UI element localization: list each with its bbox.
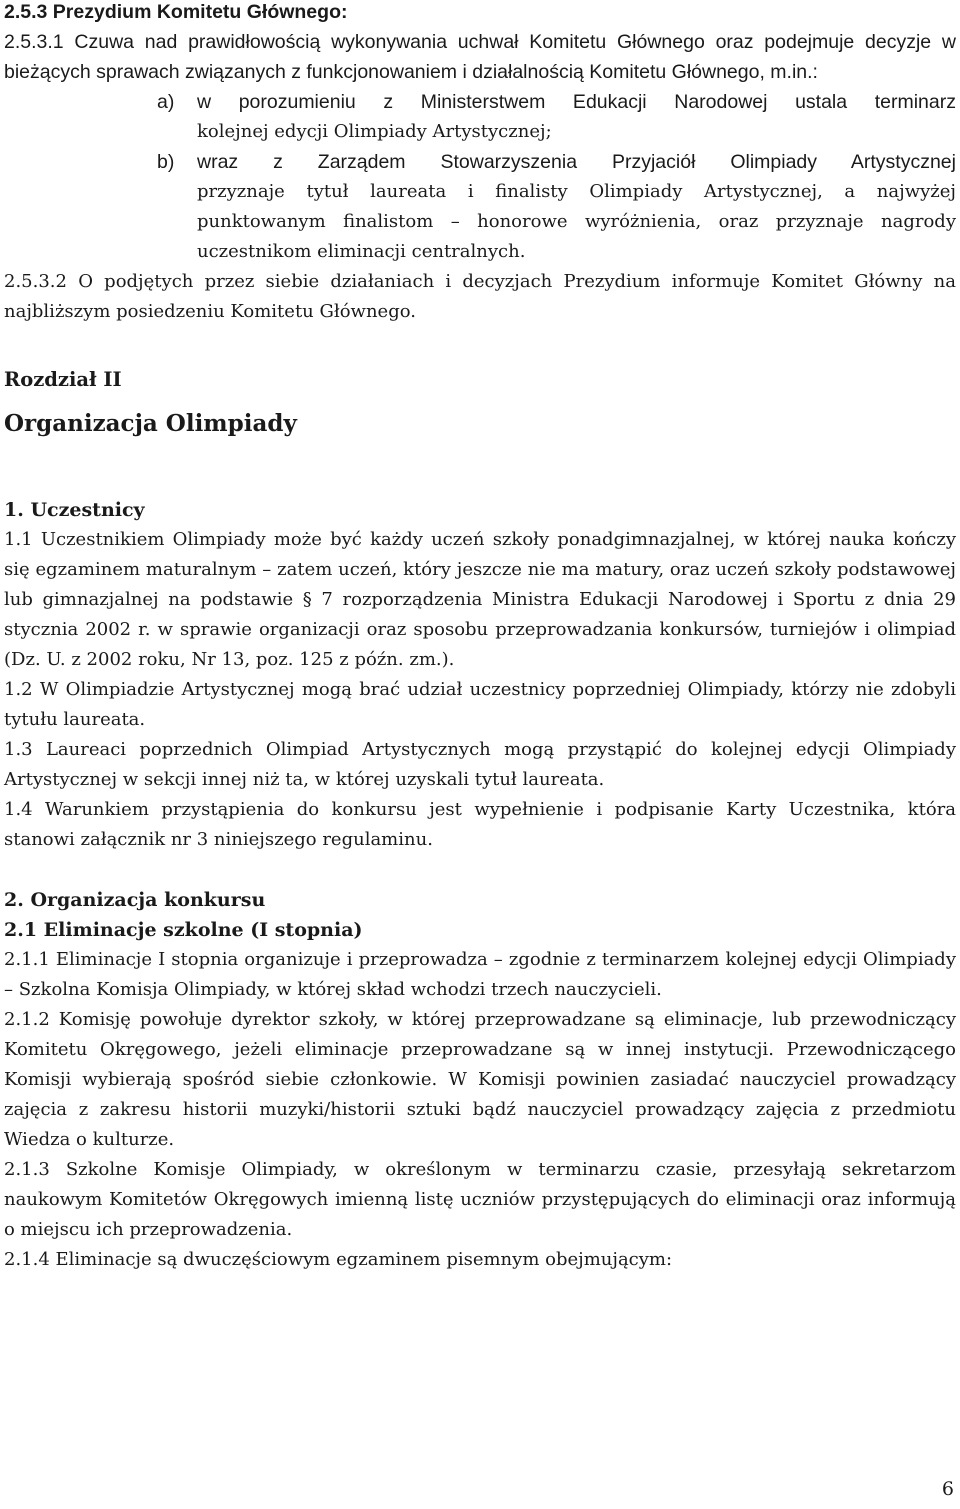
page-number: 6 — [941, 1478, 954, 1500]
list-text-b-line1: wraz z Zarządem Stowarzyszenia Przyjaciół Olimpiady Artystycznej — [197, 151, 956, 173]
paragraph-1-1: 1.1 Uczestnikiem Olimpiady może być każdy uczeń szkoły ponadgimnazjalnej, w której nauka kończy się egzaminem maturalnym – zatem uczeń, który jeszcze nie ma matury, oraz uczeń szkoły podstawowej lub gimnazjalnej na podstawie § 7 rozporządzenia Ministra Edukacji Narodowej i Sportu z dnia 29 stycznia 2002 r. w sprawie organizacji oraz sposobu przeprowadzania konkursów, turniejów i olimpiad (Dz. U. z 2002 roku, Nr 13, poz. 125 z późn. zm.). — [4, 529, 956, 670]
paragraph-2-5-3-1: 2.5.3.1 Czuwa nad prawidłowością wykonywania uchwał Komitetu Głównego oraz podejmuje decyzje w bieżących sprawach związanych z funkcjonowaniem i działalnością Komitetu Głównego, m.in.: — [4, 31, 956, 83]
paragraph-1-4: 1.4 Warunkiem przystąpienia do konkursu jest wypełnienie i podpisanie Karty Uczestnika, która stanowi załącznik nr 3 niniejszego regulaminu. — [4, 799, 956, 850]
section-heading-1: 1. Uczestnicy — [4, 499, 145, 521]
list-text-b — [197, 147, 956, 267]
section-heading-2-1: 2.1 Eliminacje szkolne (I stopnia) — [4, 919, 363, 941]
paragraph-2-1-3: 2.1.3 Szkolne Komisje Olimpiady, w określonym w terminarzu czasie, przesyłają sekretarzom naukowym Komitetów Okręgowych imienną listę uczniów przystępujących do eliminacji oraz informują o miejscu ich przeprowadzenia. — [4, 1159, 956, 1240]
list-text-a-line2: kolejnej edycji Olimpiady Artystycznej; — [197, 121, 552, 142]
list-label-b: b) — [157, 151, 175, 173]
paragraph-1-2: 1.2 W Olimpiadzie Artystycznej mogą brać udział uczestnicy poprzedniej Olimpiady, którzy nie zdobyli tytułu laureata. — [4, 679, 956, 730]
list-text-a — [197, 87, 956, 147]
section-heading-2: 2. Organizacja konkursu — [4, 889, 266, 911]
paragraph-2-1-4: 2.1.4 Eliminacje są dwuczęściowym egzaminem pisemnym obejmującym: — [4, 1249, 673, 1270]
section-heading-2-5-3: 2.5.3 Prezydium Komitetu Głównego: — [4, 1, 348, 23]
chapter-title: Organizacja Olimpiady — [4, 410, 297, 437]
list-text-a-line1: w porozumieniu z Ministerstwem Edukacji Narodowej ustala terminarz — [197, 91, 956, 113]
list-item-b — [157, 147, 956, 267]
paragraph-2-1-1: 2.1.1 Eliminacje I stopnia organizuje i przeprowadza – zgodnie z terminarzem kolejnej edycji Olimpiady – Szkolna Komisja Olimpiady, w której skład wchodzi trzech nauczycieli. — [4, 949, 956, 1000]
paragraph-2-5-3-2: 2.5.3.2 O podjętych przez siebie działaniach i decyzjach Prezydium informuje Komitet Główny na najbliższym posiedzeniu Komitetu Głównego. — [4, 271, 956, 322]
list-label-a: a) — [157, 91, 175, 113]
list-item-a — [157, 87, 956, 147]
paragraph-1-3: 1.3 Laureaci poprzednich Olimpiad Artystycznych mogą przystąpić do kolejnej edycji Olimpiady Artystycznej w sekcji innej niż ta, w której uzyskali tytuł laureata. — [4, 739, 956, 790]
paragraph-2-1-2: 2.1.2 Komisję powołuje dyrektor szkoły, w której przeprowadzane są eliminacje, lub przewodniczący Komitetu Okręgowego, jeżeli eliminacje przeprowadzane są w innej instytucji. Przewodniczącego Komisji wybierają spośród siebie członkowie. W Komisji powinien zasiadać nauczyciel prowadzący zajęcia z zakresu historii muzyki/historii sztuki bądź nauczyciel prowadzący zajęcia z przedmiotu Wiedza o kulturze. — [4, 1009, 956, 1150]
chapter-label: Rozdział II — [4, 368, 122, 391]
document-page — [4, 0, 956, 1275]
list-text-b-rest: przyznaje tytuł laureata i finalisty Olimpiady Artystycznej, a najwyżej punktowanym finalistom – honorowe wyróżnienia, oraz przyznaje nagrody uczestnikom eliminacji centralnych. — [197, 181, 956, 262]
